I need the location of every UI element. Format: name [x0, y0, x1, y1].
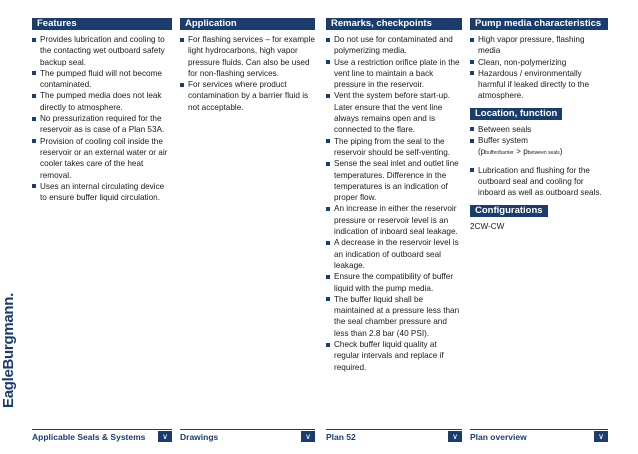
- drawings-label: Drawings: [180, 432, 219, 442]
- features-header: Features: [32, 18, 172, 30]
- buffer-system-label: Buffer system: [478, 136, 528, 146]
- pump-media-list: [470, 34, 608, 102]
- list-item: Between seals: [470, 124, 608, 135]
- list-item: The piping from the seal to the reservoir should be self-venting.: [326, 136, 462, 159]
- subscript-buffer-barrier: buffer/barrier: [485, 150, 514, 157]
- application-column: [180, 13, 315, 113]
- subscript-between-seals: between seals: [527, 150, 560, 157]
- greater-than: >: [513, 147, 524, 157]
- list-item: Provision of cooling coil inside the reservoir or an external water or air cooler takes care of the heat removal.: [32, 136, 172, 181]
- application-header: Application: [180, 18, 315, 30]
- chevron-down-icon[interactable]: ∨: [594, 431, 608, 442]
- list-item: An increase in either the reservoir pressure or reservoir level is an indication of inboard seal leakage.: [326, 203, 462, 237]
- list-item: Hazardous / environmentally harmful if leaked directly to the atmosphere.: [470, 68, 608, 102]
- list-item: The buffer liquid shall be maintained at a pressure less than the seal chamber pressure and less than 2.8 bar (40 PSI).: [326, 294, 462, 339]
- configurations-header: Configurations: [470, 205, 548, 217]
- list-item: Sense the seal inlet and outlet line temperatures. Difference in the temperatures is an indication of proper flow.: [326, 158, 462, 203]
- list-item: Vent the system before start-up. Later ensure that the vent line always remains open and is connected to the flare.: [326, 90, 462, 135]
- brand-text: EagleBurgmann.: [0, 292, 17, 408]
- list-item: Provides lubrication and cooling to the contacting wet outboard safety backup seal.: [32, 34, 172, 68]
- list-item: Use a restriction orifice plate in the vent line to maintain a back pressure in the reservoir.: [326, 57, 462, 91]
- list-item: Do not use for contaminated and polymerizing media.: [326, 34, 462, 57]
- chevron-down-icon[interactable]: ∨: [158, 431, 172, 442]
- list-item: Uses an internal circulating device to ensure buffer liquid circulation.: [32, 181, 172, 204]
- applicable-seals-label: Applicable Seals & Systems: [32, 432, 146, 442]
- pressure-symbol: p: [480, 147, 486, 157]
- list-item: Ensure the compatibility of buffer liquid with the pump media.: [326, 271, 462, 294]
- location-header: Location, function: [470, 108, 562, 120]
- list-item: High vapor pressure, flashing media: [470, 34, 608, 57]
- list-item: Lubrication and flushing for the outboard seal and cooling for inboard as well as outboard seals.: [470, 165, 608, 199]
- features-list: [32, 34, 172, 203]
- pump-media-header: Pump media characteristics: [470, 18, 608, 30]
- application-list: [180, 34, 315, 113]
- plan-link[interactable]: [326, 429, 462, 442]
- remarks-header: Remarks, checkpoints: [326, 18, 462, 30]
- pressure-symbol: p: [523, 147, 528, 157]
- list-item: A decrease in the reservoir level is an indication of outboard seal leakage.: [326, 237, 462, 271]
- features-column: [32, 13, 172, 203]
- plan-label: Plan 52: [326, 432, 356, 442]
- drawings-link[interactable]: [180, 429, 315, 442]
- location-list: [470, 124, 608, 199]
- list-item: Buffer system (pbuffer/barrier > pbetween seals): [470, 135, 608, 160]
- remarks-column: [326, 13, 462, 373]
- list-item: For services where product contamination by a barrier fluid is not acceptable.: [180, 79, 315, 113]
- chevron-down-icon[interactable]: ∨: [448, 431, 462, 442]
- eagleburgmann-logo: [0, 290, 16, 410]
- configuration-value: 2CW-CW: [470, 221, 505, 231]
- list-item: The pumped fluid will not become contaminated.: [32, 68, 172, 91]
- remarks-list: [326, 34, 462, 373]
- list-item: Clean, non-polymerizing: [470, 57, 608, 68]
- list-item: For flashing services – for example light hydrocarbons, high vapor pressure fluids. Can also be used for non-flashing services.: [180, 34, 315, 79]
- list-item: The pumped media does not leak directly to atmosphere.: [32, 90, 172, 113]
- plan-overview-label: Plan overview: [470, 432, 527, 442]
- chevron-down-icon[interactable]: ∨: [301, 431, 315, 442]
- applicable-seals-link[interactable]: [32, 429, 172, 442]
- plan-overview-link[interactable]: [470, 429, 608, 442]
- pump-media-column: [470, 13, 608, 232]
- list-item: Check buffer liquid quality at regular intervals and replace if required.: [326, 339, 462, 373]
- list-item: No pressurization required for the reservoir as is case of a Plan 53A.: [32, 113, 172, 136]
